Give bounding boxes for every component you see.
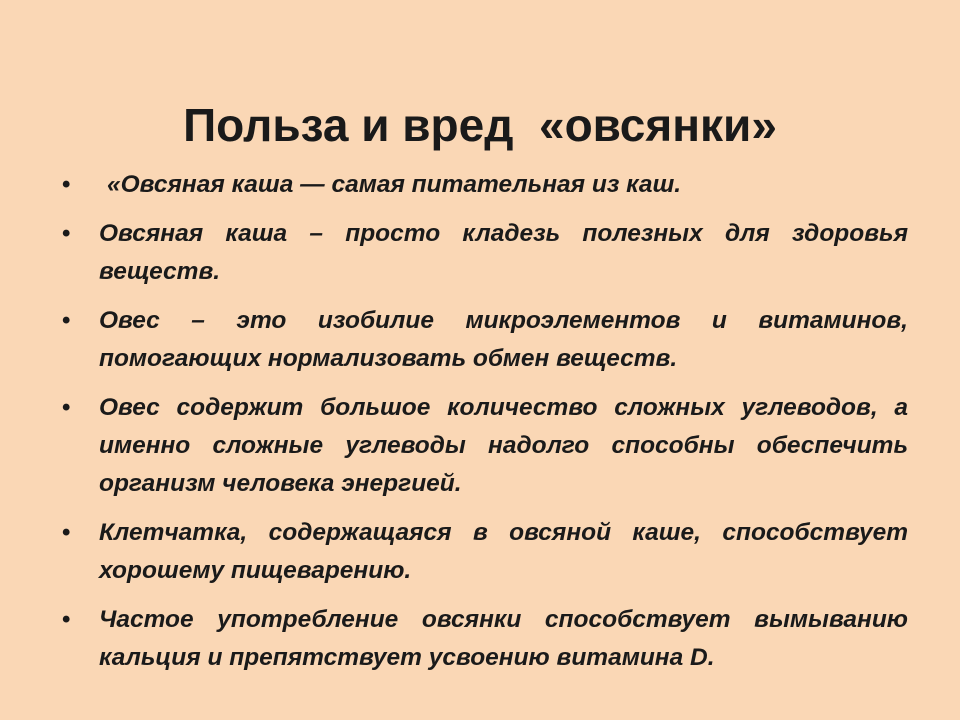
bullet-icon: •: [62, 171, 71, 198]
bullet-icon: •: [62, 519, 71, 546]
bullet-text: Частое употребление овсянки способствует вымыванию кальция и препятствует усвоению витамина D.: [99, 606, 908, 671]
bullet-text: Овсяная каша – просто кладезь полезных для здоровья веществ.: [99, 220, 908, 285]
bullet-text: Овес содержит большое количество сложных углеводов, а именно сложные углеводы надолго способны обеспечить организм человека энергией.: [99, 394, 908, 497]
bullet-list: [0, 166, 960, 688]
slide-title: Польза и вред «овсянки»: [183, 98, 777, 151]
bullet-icon: •: [62, 220, 71, 247]
list-item: [0, 302, 960, 378]
bullet-text: Овес – это изобилие микроэлементов и витаминов, помогающих нормализовать обмен веществ.: [99, 307, 908, 372]
bullet-text: Клетчатка, содержащаяся в овсяной каше, способствует хорошему пищеварению.: [99, 519, 908, 584]
list-item: [0, 215, 960, 291]
bullet-icon: •: [62, 606, 71, 633]
bullet-text: «Овсяная каша — самая питательная из каш.: [107, 171, 682, 198]
list-item: [0, 166, 960, 204]
bullet-icon: •: [62, 307, 71, 334]
list-item: [0, 389, 960, 503]
list-item: [0, 514, 960, 590]
list-item: [0, 601, 960, 677]
bullet-icon: •: [62, 394, 71, 421]
